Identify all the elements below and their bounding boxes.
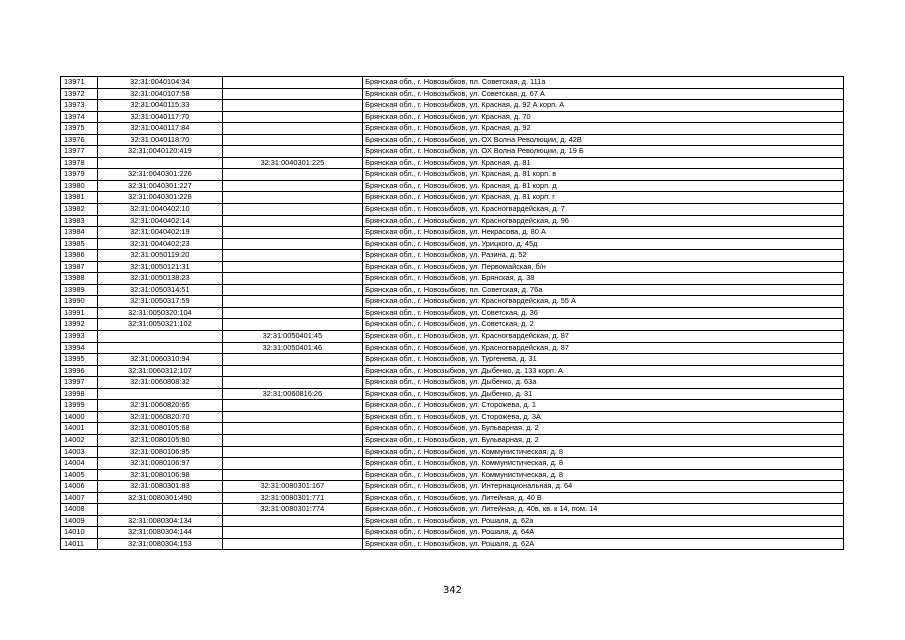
secondary-cadastral-number-cell (222, 377, 363, 389)
row-number-cell: 13998 (61, 388, 98, 400)
row-number-cell: 14006 (61, 481, 98, 493)
cadastral-number-cell: 32:31:0060312:107 (98, 365, 222, 377)
cadastral-number-cell: 32:31:0080304:144 (98, 527, 222, 539)
cadastral-number-cell: 32:31:0040117:70 (98, 111, 222, 123)
secondary-cadastral-number-cell (222, 296, 363, 308)
address-cell: Брянская обл., г. Новозыбков, ул. Рошаля, д. 62а (363, 515, 844, 527)
page-number: 342 (442, 585, 463, 596)
address-cell: Брянская обл., г. Новозыбков, ул. Коммунистическая, д. 8 (363, 469, 844, 481)
row-number-cell: 14004 (61, 458, 98, 470)
secondary-cadastral-number-cell (222, 284, 363, 296)
address-cell: Брянская обл., г. Новозыбков, ул. Рошаля, д. 64А (363, 527, 844, 539)
address-cell: Брянская обл., г. Новозыбков, ул. Литейная, д. 40в, кв. к 14, пом. 14 (363, 504, 844, 516)
row-number-cell: 13997 (61, 377, 98, 389)
secondary-cadastral-number-cell: 32:31:0080301:167 (222, 481, 363, 493)
secondary-cadastral-number-cell (222, 458, 363, 470)
row-number-cell: 13987 (61, 261, 98, 273)
cadastral-number-cell: 32:31:0080105:80 (98, 434, 222, 446)
address-cell: Брянская обл., г. Новозыбков, ул. Коммунистическая, д. 8 (363, 458, 844, 470)
address-cell: Брянская обл., г. Новозыбков, ул. Бульварная, д. 2 (363, 423, 844, 435)
address-cell: Брянская обл., г. Новозыбков, ул. Красная, д. 81 (363, 157, 844, 169)
row-number-cell: 14008 (61, 504, 98, 516)
table-row (61, 296, 844, 308)
cadastral-number-cell: 32:31:0050317:59 (98, 296, 222, 308)
table-row (61, 169, 844, 181)
secondary-cadastral-number-cell (222, 238, 363, 250)
secondary-cadastral-number-cell (222, 411, 363, 423)
table-row (61, 538, 844, 550)
secondary-cadastral-number-cell (222, 123, 363, 135)
row-number-cell: 14005 (61, 469, 98, 481)
address-cell: Брянская обл., г. Новозыбков, ул. Литейная, д. 40 В (363, 492, 844, 504)
row-number-cell: 13996 (61, 365, 98, 377)
cadastral-number-cell: 32:31:0040115:33 (98, 100, 222, 112)
registry-table (60, 76, 844, 550)
row-number-cell: 14010 (61, 527, 98, 539)
cadastral-number-cell: 32:31:0050321:102 (98, 319, 222, 331)
cadastral-number-cell: 32:31:0040402:10 (98, 204, 222, 216)
cadastral-number-cell: 32:31:0050314:51 (98, 284, 222, 296)
secondary-cadastral-number-cell (222, 527, 363, 539)
cadastral-number-cell: 32:31:0080106:97 (98, 458, 222, 470)
address-cell: Брянская обл., г. Новозыбков, ул. Сторожева, д. 1 (363, 400, 844, 412)
address-cell: Брянская обл., г. Новозыбков, ул. Красная, д. 81 корп. в (363, 169, 844, 181)
row-number-cell: 13991 (61, 307, 98, 319)
table-row (61, 273, 844, 285)
row-number-cell: 14001 (61, 423, 98, 435)
row-number-cell: 13990 (61, 296, 98, 308)
table-row (61, 146, 844, 158)
secondary-cadastral-number-cell (222, 204, 363, 216)
secondary-cadastral-number-cell: 32:31:0080301:774 (222, 504, 363, 516)
row-number-cell: 13988 (61, 273, 98, 285)
row-number-cell: 13985 (61, 238, 98, 250)
row-number-cell: 13979 (61, 169, 98, 181)
table-row (61, 238, 844, 250)
cadastral-number-cell: 32:31:0080301:490 (98, 492, 222, 504)
cadastral-number-cell: 32:31:0060820:65 (98, 400, 222, 412)
cadastral-number-cell: 32:31:0040301:228 (98, 192, 222, 204)
address-cell: Брянская обл., г. Новозыбков, ул. ОХ Волна Революции, д. 42В (363, 134, 844, 146)
row-number-cell: 13975 (61, 123, 98, 135)
table-row (61, 458, 844, 470)
cadastral-number-cell: 32:31:0080304:153 (98, 538, 222, 550)
table-row (61, 446, 844, 458)
table-row (61, 77, 844, 89)
secondary-cadastral-number-cell (222, 365, 363, 377)
secondary-cadastral-number-cell (222, 77, 363, 89)
address-cell: Брянская обл., г. Новозыбков, ул. Некрасова, д. 80 А (363, 227, 844, 239)
address-cell: Брянская обл., г. Новозыбков, ул. Рошаля, д. 62А (363, 538, 844, 550)
address-cell: Брянская обл., г. Новозыбков, ул. ОХ Волна Революции, д. 19 Б (363, 146, 844, 158)
table-row (61, 515, 844, 527)
address-cell: Брянская обл., г. Новозыбков, ул. Тургенева, д. 31 (363, 354, 844, 366)
cadastral-number-cell: 32:31:0040402:14 (98, 215, 222, 227)
secondary-cadastral-number-cell: 32:31:0050401:45 (222, 331, 363, 343)
row-number-cell: 13971 (61, 77, 98, 89)
row-number-cell: 13977 (61, 146, 98, 158)
table-row (61, 204, 844, 216)
address-cell: Брянская обл., г. Новозыбков, ул. Красная, д. 81 корп. д (363, 180, 844, 192)
secondary-cadastral-number-cell (222, 538, 363, 550)
row-number-cell: 13992 (61, 319, 98, 331)
row-number-cell: 13972 (61, 88, 98, 100)
row-number-cell: 13993 (61, 331, 98, 343)
row-number-cell: 13986 (61, 250, 98, 262)
cadastral-number-cell: 32:31:0060310:94 (98, 354, 222, 366)
table-row (61, 227, 844, 239)
table-row (61, 319, 844, 331)
secondary-cadastral-number-cell (222, 400, 363, 412)
cadastral-number-cell: 32:31:0040120:419 (98, 146, 222, 158)
table-row (61, 492, 844, 504)
cadastral-number-cell: 32:31:0050320:104 (98, 307, 222, 319)
cadastral-number-cell: 32:31:0080106:95 (98, 446, 222, 458)
secondary-cadastral-number-cell (222, 515, 363, 527)
table-row (61, 100, 844, 112)
table-row (61, 342, 844, 354)
table-row (61, 411, 844, 423)
address-cell: Брянская обл., г. Новозыбков, ул. Красногвардейская, д. 87 (363, 331, 844, 343)
table-row (61, 377, 844, 389)
row-number-cell: 14003 (61, 446, 98, 458)
row-number-cell: 13982 (61, 204, 98, 216)
table-row (61, 284, 844, 296)
row-number-cell: 14007 (61, 492, 98, 504)
cadastral-number-cell: 32:31:0050138:23 (98, 273, 222, 285)
table-row (61, 192, 844, 204)
table-row (61, 157, 844, 169)
cadastral-number-cell: 32:31:0040104:34 (98, 77, 222, 89)
table-row (61, 388, 844, 400)
secondary-cadastral-number-cell (222, 446, 363, 458)
cadastral-number-cell: 32:31:0040107:58 (98, 88, 222, 100)
address-cell: Брянская обл., г. Новозыбков, пл. Советская, д. 111а (363, 77, 844, 89)
cadastral-number-cell: 32:31:0080106:98 (98, 469, 222, 481)
secondary-cadastral-number-cell (222, 88, 363, 100)
row-number-cell: 13976 (61, 134, 98, 146)
table-row (61, 307, 844, 319)
cadastral-number-cell: 32:31:0080301:83 (98, 481, 222, 493)
secondary-cadastral-number-cell (222, 134, 363, 146)
address-cell: Брянская обл., г. Новозыбков, ул. Красногвардейская, д. 7 (363, 204, 844, 216)
cadastral-number-cell: 32:31:0060820:70 (98, 411, 222, 423)
row-number-cell: 13983 (61, 215, 98, 227)
row-number-cell: 13978 (61, 157, 98, 169)
row-number-cell: 13981 (61, 192, 98, 204)
row-number-cell: 13989 (61, 284, 98, 296)
secondary-cadastral-number-cell: 32:31:0050401:46 (222, 342, 363, 354)
table-row (61, 123, 844, 135)
table-row (61, 111, 844, 123)
cadastral-number-cell (98, 388, 222, 400)
cadastral-number-cell: 32:31:0050119:20 (98, 250, 222, 262)
row-number-cell: 13984 (61, 227, 98, 239)
secondary-cadastral-number-cell: 32:31:0040301:225 (222, 157, 363, 169)
row-number-cell: 13973 (61, 100, 98, 112)
secondary-cadastral-number-cell: 32:31:0060816:26 (222, 388, 363, 400)
address-cell: Брянская обл., г. Новозыбков, ул. Дыбенко, д. 63а (363, 377, 844, 389)
secondary-cadastral-number-cell (222, 146, 363, 158)
table-row (61, 250, 844, 262)
cadastral-number-cell: 32:31:0060808:32 (98, 377, 222, 389)
secondary-cadastral-number-cell (222, 434, 363, 446)
address-cell: Брянская обл., г. Новозыбков, ул. Советская, д. 67 А (363, 88, 844, 100)
address-cell: Брянская обл., г. Новозыбков, ул. Советская, д. 36 (363, 307, 844, 319)
cadastral-number-cell: 32:31:0040118:70 (98, 134, 222, 146)
address-cell: Брянская обл., г. Новозыбков, ул. Красная, д. 92 А корп. А (363, 100, 844, 112)
address-cell: Брянская обл., г. Новозыбков, ул. Урицкого, д. 45д (363, 238, 844, 250)
cadastral-number-cell: 32:31:0080105:68 (98, 423, 222, 435)
secondary-cadastral-number-cell (222, 180, 363, 192)
address-cell: Брянская обл., г. Новозыбков, ул. Дыбенко, д. 133 корп. А (363, 365, 844, 377)
secondary-cadastral-number-cell (222, 250, 363, 262)
table-row (61, 504, 844, 516)
address-cell: Брянская обл., г. Новозыбков, ул. Коммунистическая, д. 8 (363, 446, 844, 458)
address-cell: Брянская обл., г. Новозыбков, ул. Дыбенко, д. 31 (363, 388, 844, 400)
secondary-cadastral-number-cell (222, 215, 363, 227)
address-cell: Брянская обл., г. Новозыбков, ул. Красногвардейская, д. 96 (363, 215, 844, 227)
table-row (61, 331, 844, 343)
cadastral-number-cell: 32:31:0040402:23 (98, 238, 222, 250)
table-row (61, 134, 844, 146)
secondary-cadastral-number-cell (222, 423, 363, 435)
row-number-cell: 13995 (61, 354, 98, 366)
address-cell: Брянская обл., г. Новозыбков, ул. Красная, д. 81 корп. г (363, 192, 844, 204)
table-row (61, 354, 844, 366)
secondary-cadastral-number-cell (222, 111, 363, 123)
cadastral-number-cell (98, 331, 222, 343)
row-number-cell: 14002 (61, 434, 98, 446)
secondary-cadastral-number-cell (222, 169, 363, 181)
row-number-cell: 14009 (61, 515, 98, 527)
cadastral-number-cell (98, 342, 222, 354)
table-row (61, 400, 844, 412)
address-cell: Брянская обл., г. Новозыбков, ул. Красная, д. 92 (363, 123, 844, 135)
row-number-cell: 13994 (61, 342, 98, 354)
table-row (61, 215, 844, 227)
address-cell: Брянская обл., г. Новозыбков, ул. Брянская, д. 38 (363, 273, 844, 285)
cadastral-number-cell: 32:31:0040301:227 (98, 180, 222, 192)
table-row (61, 527, 844, 539)
address-cell: Брянская обл., г. Новозыбков, ул. Сторожева, д. 3А (363, 411, 844, 423)
address-cell: Брянская обл., г. Новозыбков, ул. Советская, д. 2 (363, 319, 844, 331)
table-row (61, 261, 844, 273)
table-row (61, 88, 844, 100)
secondary-cadastral-number-cell (222, 354, 363, 366)
secondary-cadastral-number-cell (222, 307, 363, 319)
cadastral-number-cell (98, 157, 222, 169)
row-number-cell: 13974 (61, 111, 98, 123)
address-cell: Брянская обл., г. Новозыбков, ул. Бульварная, д. 2 (363, 434, 844, 446)
table-row (61, 434, 844, 446)
cadastral-number-cell: 32:31:0050121:31 (98, 261, 222, 273)
cadastral-number-cell (98, 504, 222, 516)
address-cell: Брянская обл., г. Новозыбков, ул. Первомайская, б/н (363, 261, 844, 273)
cadastral-number-cell: 32:31:0040117:84 (98, 123, 222, 135)
table-row (61, 423, 844, 435)
secondary-cadastral-number-cell (222, 273, 363, 285)
secondary-cadastral-number-cell (222, 469, 363, 481)
row-number-cell: 14011 (61, 538, 98, 550)
address-cell: Брянская обл., г. Новозыбков, ул. Разина, д. 52 (363, 250, 844, 262)
secondary-cadastral-number-cell: 32:31:0080301:771 (222, 492, 363, 504)
secondary-cadastral-number-cell (222, 261, 363, 273)
table-row (61, 469, 844, 481)
row-number-cell: 13980 (61, 180, 98, 192)
table-row (61, 180, 844, 192)
cadastral-number-cell: 32:31:0040301:226 (98, 169, 222, 181)
row-number-cell: 14000 (61, 411, 98, 423)
table-row (61, 365, 844, 377)
address-cell: Брянская обл., г. Новозыбков, ул. Интернациональная, д. 64 (363, 481, 844, 493)
address-cell: Брянская обл., г. Новозыбков, ул. Красногвардейская, д. 55 А (363, 296, 844, 308)
cadastral-number-cell: 32:31:0080304:134 (98, 515, 222, 527)
table-row (61, 481, 844, 493)
secondary-cadastral-number-cell (222, 319, 363, 331)
secondary-cadastral-number-cell (222, 100, 363, 112)
registry-body (61, 77, 844, 550)
address-cell: Брянская обл., г. Новозыбков, пл. Советская, д. 76а (363, 284, 844, 296)
secondary-cadastral-number-cell (222, 227, 363, 239)
cadastral-number-cell: 32:31:0040402:19 (98, 227, 222, 239)
row-number-cell: 13999 (61, 400, 98, 412)
address-cell: Брянская обл., г. Новозыбков, ул. Красная, д. 70 (363, 111, 844, 123)
address-cell: Брянская обл., г. Новозыбков, ул. Красногвардейская, д. 87 (363, 342, 844, 354)
secondary-cadastral-number-cell (222, 192, 363, 204)
